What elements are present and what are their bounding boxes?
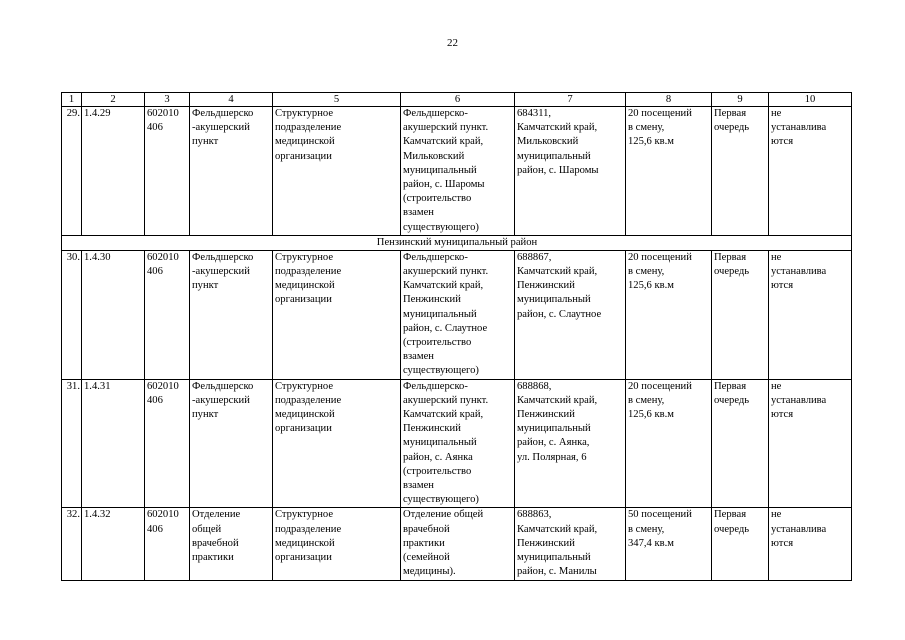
address-cell bbox=[515, 508, 626, 580]
priority-cell bbox=[712, 107, 769, 236]
cell-line: в смену, bbox=[628, 266, 665, 278]
table-row bbox=[62, 107, 852, 236]
column-number: 10 bbox=[769, 93, 852, 107]
cell-line: не bbox=[771, 108, 782, 119]
cell-line: Фельдшерско bbox=[192, 380, 254, 392]
cell-line: Камчатский край, bbox=[403, 280, 484, 292]
cell-line: 20 посещений bbox=[628, 108, 692, 119]
capacity-cell bbox=[626, 379, 712, 508]
cell-line: медицинской bbox=[275, 136, 335, 148]
cell-line: 406 bbox=[147, 523, 163, 535]
cell-line: 50 посещений bbox=[628, 509, 692, 521]
cell-line: 20 посещений bbox=[628, 380, 692, 392]
cell-line: Фельдшерско- bbox=[403, 380, 468, 392]
row-number-cell bbox=[62, 379, 82, 508]
okpd-code-cell bbox=[145, 508, 190, 580]
item-code-cell bbox=[82, 379, 145, 508]
object-name-cell bbox=[401, 107, 515, 236]
cell-line: Пенжинский bbox=[403, 423, 461, 435]
item-code-cell bbox=[82, 107, 145, 236]
cell-line: практики bbox=[192, 552, 234, 564]
cell-line: Структурное bbox=[275, 251, 334, 263]
cell-line: 125,6 кв.м bbox=[628, 409, 674, 421]
cell-line: Структурное bbox=[275, 108, 334, 119]
cell-line: муниципальный bbox=[403, 164, 477, 176]
cell-line: взамен bbox=[403, 351, 434, 363]
cell-line: подразделение bbox=[275, 266, 342, 278]
cell-line: Отделение общей bbox=[403, 509, 484, 521]
cell-line: Камчатский край, bbox=[517, 523, 598, 535]
cell-line: Фельдшерско- bbox=[403, 251, 468, 263]
object-type-cell bbox=[190, 107, 273, 236]
cell-line: муниципальный bbox=[517, 150, 591, 162]
priority-cell bbox=[712, 508, 769, 580]
object-type-cell bbox=[190, 508, 273, 580]
cell-line: Мильковский bbox=[517, 136, 579, 148]
object-type-cell bbox=[190, 250, 273, 379]
cell-line: очередь bbox=[714, 394, 750, 406]
cell-line: очередь bbox=[714, 266, 750, 278]
cell-line: подразделение bbox=[275, 122, 342, 134]
cell-line: 406 bbox=[147, 266, 163, 278]
structure-cell bbox=[273, 250, 401, 379]
item-code-cell bbox=[82, 508, 145, 580]
address-cell bbox=[515, 107, 626, 236]
cell-line: Фельдшерско bbox=[192, 251, 254, 263]
cell-line: Мильковский bbox=[403, 150, 465, 162]
column-number: 6 bbox=[401, 93, 515, 107]
zones-cell bbox=[769, 379, 852, 508]
cell-line: организации bbox=[275, 150, 332, 162]
cell-line: муниципальный bbox=[403, 308, 477, 320]
cell-line: Отделение bbox=[192, 509, 241, 521]
cell-line: медицинской bbox=[275, 280, 335, 292]
okpd-code-cell bbox=[145, 379, 190, 508]
cell-line: Фельдшерско- bbox=[403, 108, 468, 119]
column-number: 8 bbox=[626, 93, 712, 107]
cell-line: Первая bbox=[714, 380, 747, 392]
priority-cell bbox=[712, 379, 769, 508]
column-number: 4 bbox=[190, 93, 273, 107]
column-number: 1 bbox=[62, 93, 82, 107]
cell-line: Камчатский край, bbox=[517, 122, 598, 134]
column-number: 7 bbox=[515, 93, 626, 107]
cell-line: организации bbox=[275, 294, 332, 306]
cell-line: устанавлива bbox=[771, 266, 827, 278]
priority-cell bbox=[712, 250, 769, 379]
zones-cell bbox=[769, 107, 852, 236]
cell-line: медицинской bbox=[275, 409, 335, 421]
cell-line: 29. bbox=[66, 108, 80, 119]
cell-line: Первая bbox=[714, 509, 747, 521]
cell-line: 20 посещений bbox=[628, 251, 692, 263]
okpd-code-cell bbox=[145, 250, 190, 379]
cell-line: 347,4 кв.м bbox=[628, 537, 674, 549]
cell-line: 1.4.30 bbox=[84, 251, 111, 263]
row-number-cell bbox=[62, 508, 82, 580]
cell-line: ул. Полярная, 6 bbox=[517, 451, 587, 463]
cell-line: акушерский пункт. bbox=[403, 266, 489, 278]
cell-line: район, с. Слаутное bbox=[517, 308, 602, 320]
cell-line: акушерский пункт. bbox=[403, 122, 489, 134]
cell-line: 688868, bbox=[517, 380, 552, 392]
cell-line: общей bbox=[192, 523, 222, 535]
cell-line: ются bbox=[771, 280, 794, 292]
cell-line: 32. bbox=[66, 509, 80, 521]
cell-line: Пенжинский bbox=[517, 280, 575, 292]
cell-line: организации bbox=[275, 423, 332, 435]
table-row bbox=[62, 508, 852, 580]
zones-cell bbox=[769, 250, 852, 379]
structure-cell bbox=[273, 379, 401, 508]
cell-line: Пенжинский bbox=[517, 537, 575, 549]
cell-line: муниципальный bbox=[517, 294, 591, 306]
cell-line: Первая bbox=[714, 251, 747, 263]
table-row bbox=[62, 250, 852, 379]
cell-line: устанавлива bbox=[771, 394, 827, 406]
cell-line: 688867, bbox=[517, 251, 552, 263]
page-number: 22 bbox=[447, 37, 458, 49]
cell-line: 31. bbox=[66, 380, 80, 392]
cell-line: ются bbox=[771, 136, 794, 148]
cell-line: в смену, bbox=[628, 394, 665, 406]
cell-line: (семейной bbox=[403, 552, 450, 564]
cell-line: Первая bbox=[714, 108, 747, 119]
cell-line: 125,6 кв.м bbox=[628, 280, 674, 292]
cell-line: Камчатский край, bbox=[517, 266, 598, 278]
column-number: 9 bbox=[712, 93, 769, 107]
cell-line: очередь bbox=[714, 122, 750, 134]
cell-line: район, с. Шаромы bbox=[403, 179, 485, 191]
object-name-cell bbox=[401, 508, 515, 580]
zones-cell bbox=[769, 508, 852, 580]
cell-line: подразделение bbox=[275, 523, 342, 535]
cell-line: -акушерский bbox=[192, 394, 250, 406]
cell-line: в смену, bbox=[628, 122, 665, 134]
cell-line: существующего) bbox=[403, 494, 479, 506]
cell-line: Фельдшерско bbox=[192, 108, 254, 119]
structure-cell bbox=[273, 508, 401, 580]
cell-line: взамен bbox=[403, 207, 434, 219]
address-cell bbox=[515, 250, 626, 379]
cell-line: организации bbox=[275, 552, 332, 564]
cell-line: Камчатский край, bbox=[403, 409, 484, 421]
cell-line: район, с. Аянка bbox=[403, 451, 473, 463]
cell-line: подразделение bbox=[275, 394, 342, 406]
objects-table bbox=[61, 92, 852, 581]
cell-line: 1.4.29 bbox=[84, 108, 111, 119]
cell-line: район, с. Аянка, bbox=[517, 437, 590, 449]
cell-line: -акушерский bbox=[192, 266, 250, 278]
address-cell bbox=[515, 379, 626, 508]
cell-line: район, с. Шаромы bbox=[517, 164, 599, 176]
cell-line: не bbox=[771, 251, 782, 263]
column-number: 2 bbox=[82, 93, 145, 107]
cell-line: 406 bbox=[147, 394, 163, 406]
cell-line: район, с. Слаутное bbox=[403, 322, 488, 334]
cell-line: устанавлива bbox=[771, 122, 827, 134]
cell-line: взамен bbox=[403, 480, 434, 492]
section-row bbox=[62, 235, 852, 250]
cell-line: медицинской bbox=[275, 537, 335, 549]
section-title: Пензинский муниципальный район bbox=[62, 235, 852, 250]
object-type-cell bbox=[190, 379, 273, 508]
cell-line: муниципальный bbox=[517, 552, 591, 564]
cell-line: не bbox=[771, 509, 782, 521]
cell-line: 684311, bbox=[517, 108, 552, 119]
cell-line: акушерский пункт. bbox=[403, 394, 489, 406]
capacity-cell bbox=[626, 250, 712, 379]
cell-line: (строительство bbox=[403, 465, 472, 477]
cell-line: существующего) bbox=[403, 365, 479, 377]
cell-line: ются bbox=[771, 409, 794, 421]
capacity-cell bbox=[626, 508, 712, 580]
cell-line: Структурное bbox=[275, 380, 334, 392]
cell-line: ются bbox=[771, 537, 794, 549]
structure-cell bbox=[273, 107, 401, 236]
cell-line: Камчатский край, bbox=[517, 394, 598, 406]
cell-line: муниципальный bbox=[403, 437, 477, 449]
table-row bbox=[62, 379, 852, 508]
cell-line: Пенжинский bbox=[517, 409, 575, 421]
cell-line: пункт bbox=[192, 409, 219, 421]
cell-line: 1.4.31 bbox=[84, 380, 111, 392]
cell-line: медицины). bbox=[403, 566, 456, 578]
cell-line: не bbox=[771, 380, 782, 392]
column-number: 5 bbox=[273, 93, 401, 107]
cell-line: практики bbox=[403, 537, 445, 549]
cell-line: очередь bbox=[714, 523, 750, 535]
cell-line: 125,6 кв.м bbox=[628, 136, 674, 148]
cell-line: 602010 bbox=[147, 380, 179, 392]
cell-line: -акушерский bbox=[192, 122, 250, 134]
cell-line: Пенжинский bbox=[403, 294, 461, 306]
row-number-cell bbox=[62, 107, 82, 236]
cell-line: 602010 bbox=[147, 108, 179, 119]
row-number-cell bbox=[62, 250, 82, 379]
item-code-cell bbox=[82, 250, 145, 379]
cell-line: 602010 bbox=[147, 509, 179, 521]
cell-line: в смену, bbox=[628, 523, 665, 535]
cell-line: пункт bbox=[192, 136, 219, 148]
cell-line: 406 bbox=[147, 122, 163, 134]
cell-line: существующего) bbox=[403, 221, 479, 233]
cell-line: врачебной bbox=[192, 537, 239, 549]
cell-line: район, с. Манилы bbox=[517, 566, 597, 578]
object-name-cell bbox=[401, 250, 515, 379]
object-name-cell bbox=[401, 379, 515, 508]
cell-line: Камчатский край, bbox=[403, 136, 484, 148]
column-number: 3 bbox=[145, 93, 190, 107]
cell-line: 602010 bbox=[147, 251, 179, 263]
capacity-cell bbox=[626, 107, 712, 236]
column-number-row bbox=[62, 93, 852, 107]
cell-line: 1.4.32 bbox=[84, 509, 111, 521]
cell-line: 688863, bbox=[517, 509, 552, 521]
cell-line: пункт bbox=[192, 280, 219, 292]
cell-line: (строительство bbox=[403, 193, 472, 205]
cell-line: 30. bbox=[66, 251, 80, 263]
cell-line: (строительство bbox=[403, 337, 472, 349]
cell-line: врачебной bbox=[403, 523, 450, 535]
cell-line: устанавлива bbox=[771, 523, 827, 535]
cell-line: Структурное bbox=[275, 509, 334, 521]
okpd-code-cell bbox=[145, 107, 190, 236]
cell-line: муниципальный bbox=[517, 423, 591, 435]
